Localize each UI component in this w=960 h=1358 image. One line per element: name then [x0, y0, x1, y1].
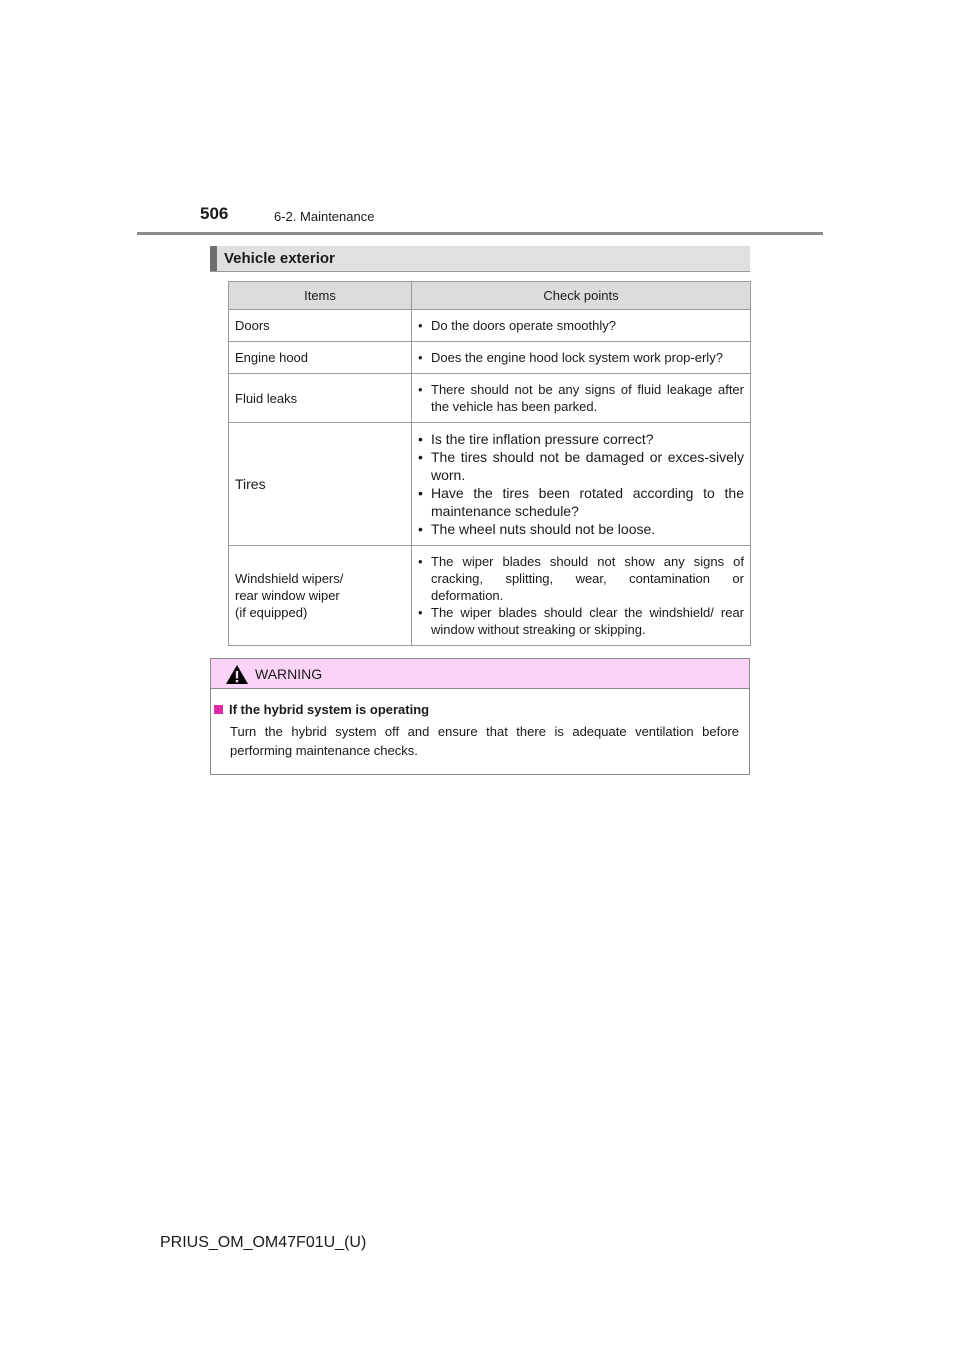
warning-triangle-icon	[225, 664, 249, 685]
item-cell: Engine hood	[229, 342, 412, 374]
column-header-items: Items	[229, 282, 412, 310]
table-row	[229, 374, 751, 423]
warning-title	[214, 702, 429, 717]
check-point: • The wiper blades should not show any signs of cracking, splitting, wear, contamination or deformation.	[418, 553, 744, 604]
check-point: • Have the tires been rotated according to the maintenance schedule?	[418, 484, 744, 520]
table-row	[229, 546, 751, 646]
item-cell: Fluid leaks	[229, 374, 412, 423]
header-rule	[137, 232, 823, 235]
table-header-row	[229, 282, 751, 310]
section-title: 6-2. Maintenance	[274, 209, 375, 224]
section-heading	[210, 246, 750, 272]
check-point: • The wheel nuts should not be loose.	[418, 520, 744, 538]
table-row	[229, 310, 751, 342]
square-bullet-icon	[214, 705, 223, 714]
section-heading-text: Vehicle exterior	[224, 250, 335, 267]
check-point: • The tires should not be damaged or exces-sively worn.	[418, 448, 744, 484]
table-row	[229, 342, 751, 374]
check-points-cell	[412, 310, 751, 342]
check-points-cell	[412, 423, 751, 546]
item-cell	[229, 546, 412, 646]
check-point: • There should not be any signs of fluid leakage after the vehicle has been parked.	[418, 381, 744, 415]
warning-label: WARNING	[255, 666, 323, 682]
check-point: • Does the engine hood lock system work prop-erly?	[418, 349, 744, 366]
check-points-cell	[412, 374, 751, 423]
warning-title-text: If the hybrid system is operating	[229, 702, 430, 717]
check-point: • Do the doors operate smoothly?	[418, 317, 744, 334]
table-row	[229, 423, 751, 546]
item-line: (if equipped)	[235, 605, 308, 620]
page-number: 506	[200, 204, 229, 223]
check-points-cell	[412, 546, 751, 646]
warning-body: Turn the hybrid system off and ensure that there is adequate ventilation before performing maintenance checks.	[230, 724, 739, 758]
item-cell: Doors	[229, 310, 412, 342]
warning-box	[210, 658, 750, 775]
item-line: rear window wiper	[235, 588, 340, 603]
item-line: Windshield wipers/	[235, 571, 344, 586]
column-header-check-points: Check points	[412, 282, 751, 310]
warning-header	[211, 659, 749, 689]
item-cell: Tires	[229, 423, 412, 546]
check-point: • The wiper blades should clear the windshield/ rear window without streaking or skipping.	[418, 604, 744, 638]
check-point: • Is the tire inflation pressure correct?	[418, 430, 744, 448]
check-points-cell	[412, 342, 751, 374]
footer-code: PRIUS_OM_OM47F01U_(U)	[160, 1234, 367, 1251]
check-table	[228, 281, 751, 646]
heading-accent	[210, 246, 217, 271]
